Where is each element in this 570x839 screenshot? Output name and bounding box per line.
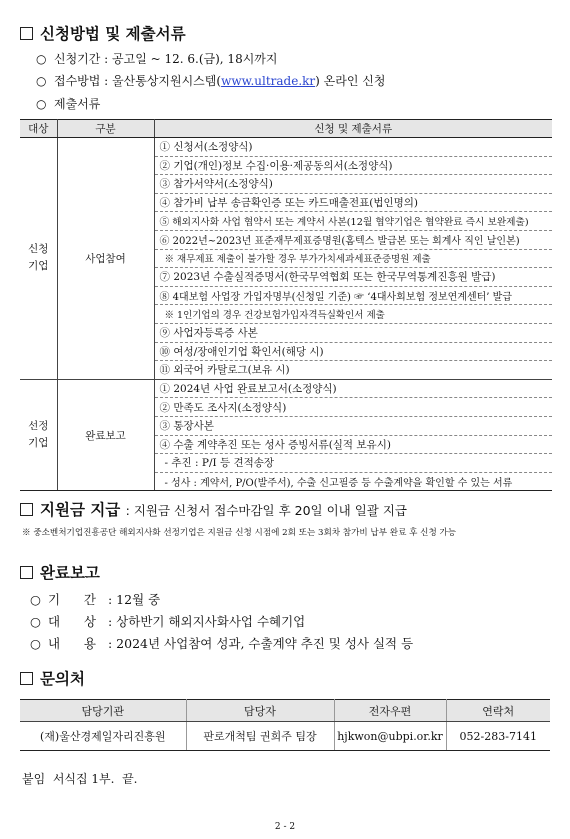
- document-note: ※ 재무제표 제출이 불가할 경우 부가가치세과세표준증명원 제출: [154, 249, 552, 268]
- section-title-contact: 문의처: [20, 667, 85, 689]
- document-item: ⑧ 4대보험 사업장 가입자명부(신청일 기준) ☞ ‘4대사회보험 정보연계센터’ 발급: [154, 286, 552, 305]
- report-content: ○ 내 용 : 2024년 사업참여 성과, 수출계약 추진 및 성사 실적 등: [30, 636, 414, 651]
- documents-table: [20, 119, 552, 491]
- header-agency: 담당기관: [20, 700, 186, 722]
- table-row: [20, 138, 552, 157]
- contact-table: [20, 699, 550, 751]
- document-item: ② 만족도 조사지(소정양식): [154, 398, 552, 417]
- checkbox-square-icon: [20, 672, 33, 685]
- section-title-payment: 지원금 지급 : 지원금 신청서 접수마감일 후 20일 이내 일괄 지급: [20, 498, 407, 520]
- header-category: 구분: [57, 120, 154, 138]
- document-item: ④ 수출 계약추진 또는 성사 증빙서류(실적 보유시): [154, 435, 552, 454]
- contact-person: 판로개척팀 권희주 팀장: [186, 722, 334, 751]
- document-item: ⑥ 2022년~2023년 표준재무제표증명원(홈텍스 발급본 또는 회계사 직인 날인본): [154, 230, 552, 249]
- contact-email[interactable]: hjkwon@ubpi.or.kr: [334, 722, 446, 751]
- ultrade-link[interactable]: www.ultrade.kr: [221, 74, 316, 88]
- document-subitem: - 추진 : P/I 등 견적송장: [154, 454, 552, 473]
- attachment-note: 붙임 서식집 1부. 끝.: [22, 772, 138, 786]
- header-person: 담당자: [186, 700, 334, 722]
- header-documents: 신청 및 제출서류: [154, 120, 552, 138]
- payment-footnote: ※ 중소벤처기업진흥공단 해외지사화 선정기업은 지원금 신청 시점에 2회 또는 3회차 참가비 납부 완료 후 신청 가능: [22, 528, 457, 538]
- document-item: ② 기업(개인)정보 수집·이용·제공동의서(소정양식): [154, 156, 552, 175]
- category-participation: 사업참여: [57, 138, 154, 380]
- table-header-row: [20, 120, 552, 138]
- header-phone: 연락처: [446, 700, 550, 722]
- document-item: ⑨ 사업자등록증 사본: [154, 323, 552, 342]
- document-note: ※ 1인기업의 경우 건강보험가입자격득실확인서 제출: [154, 305, 552, 324]
- checkbox-square-icon: [20, 27, 33, 40]
- table-header-row: [20, 700, 550, 722]
- category-completion: 완료보고: [57, 379, 154, 491]
- checkbox-square-icon: [20, 566, 33, 579]
- report-period: ○ 기 간 : 12월 중: [30, 592, 161, 607]
- table-row: [20, 722, 550, 751]
- checkbox-square-icon: [20, 503, 33, 516]
- document-item: ① 2024년 사업 완료보고서(소정양식): [154, 379, 552, 398]
- application-period: ○ 신청기간 : 공고일 ~ 12. 6.(금), 18시까지: [36, 52, 278, 66]
- document-item: ⑪ 외국어 카탈로그(보유 시): [154, 361, 552, 380]
- document-item: ④ 참가비 납부 송금확인증 또는 카드매출전표(법인명의): [154, 193, 552, 212]
- document-item: ⑩ 여성/장애인기업 확인서(해당 시): [154, 342, 552, 361]
- document-item: ① 신청서(소정양식): [154, 138, 552, 157]
- document-subitem: - 성사 : 계약서, P/O(발주서), 수출 신고필증 등 수출계약을 확인할 수 있는 서류: [154, 472, 552, 491]
- document-item: ⑤ 해외지사화 사업 협약서 또는 계약서 사본(12월 협약기업은 협약완료 즉시 보완제출): [154, 212, 552, 231]
- target-applicant: 신청 기업: [20, 138, 57, 380]
- section-title-report: 완료보고: [20, 561, 100, 583]
- payment-note: : 지원금 신청서 접수마감일 후 20일 이내 일괄 지급: [125, 503, 408, 518]
- document-item: ⑦ 2023년 수출실적증명서(한국무역협회 또는 한국무역통계진흥원 발급): [154, 268, 552, 287]
- report-target: ○ 대 상 : 상하반기 해외지사화사업 수혜기업: [30, 614, 306, 629]
- target-selected: 선정 기업: [20, 379, 57, 491]
- contact-agency: (재)울산경제일자리진흥원: [20, 722, 186, 751]
- table-row: [20, 379, 552, 398]
- document-item: ③ 참가서약서(소정양식): [154, 175, 552, 194]
- page-number: 2 - 2: [274, 822, 296, 832]
- documents-heading: ○ 제출서류: [36, 97, 101, 111]
- application-method: ○ 접수방법 : 울산통상지원시스템(www.ultrade.kr) 온라인 신청: [36, 74, 386, 88]
- section-title-application: 신청방법 및 제출서류: [20, 22, 186, 44]
- document-item: ③ 통장사본: [154, 416, 552, 435]
- header-target: 대상: [20, 120, 57, 138]
- contact-phone: 052-283-7141: [446, 722, 550, 751]
- header-email: 전자우편: [334, 700, 446, 722]
